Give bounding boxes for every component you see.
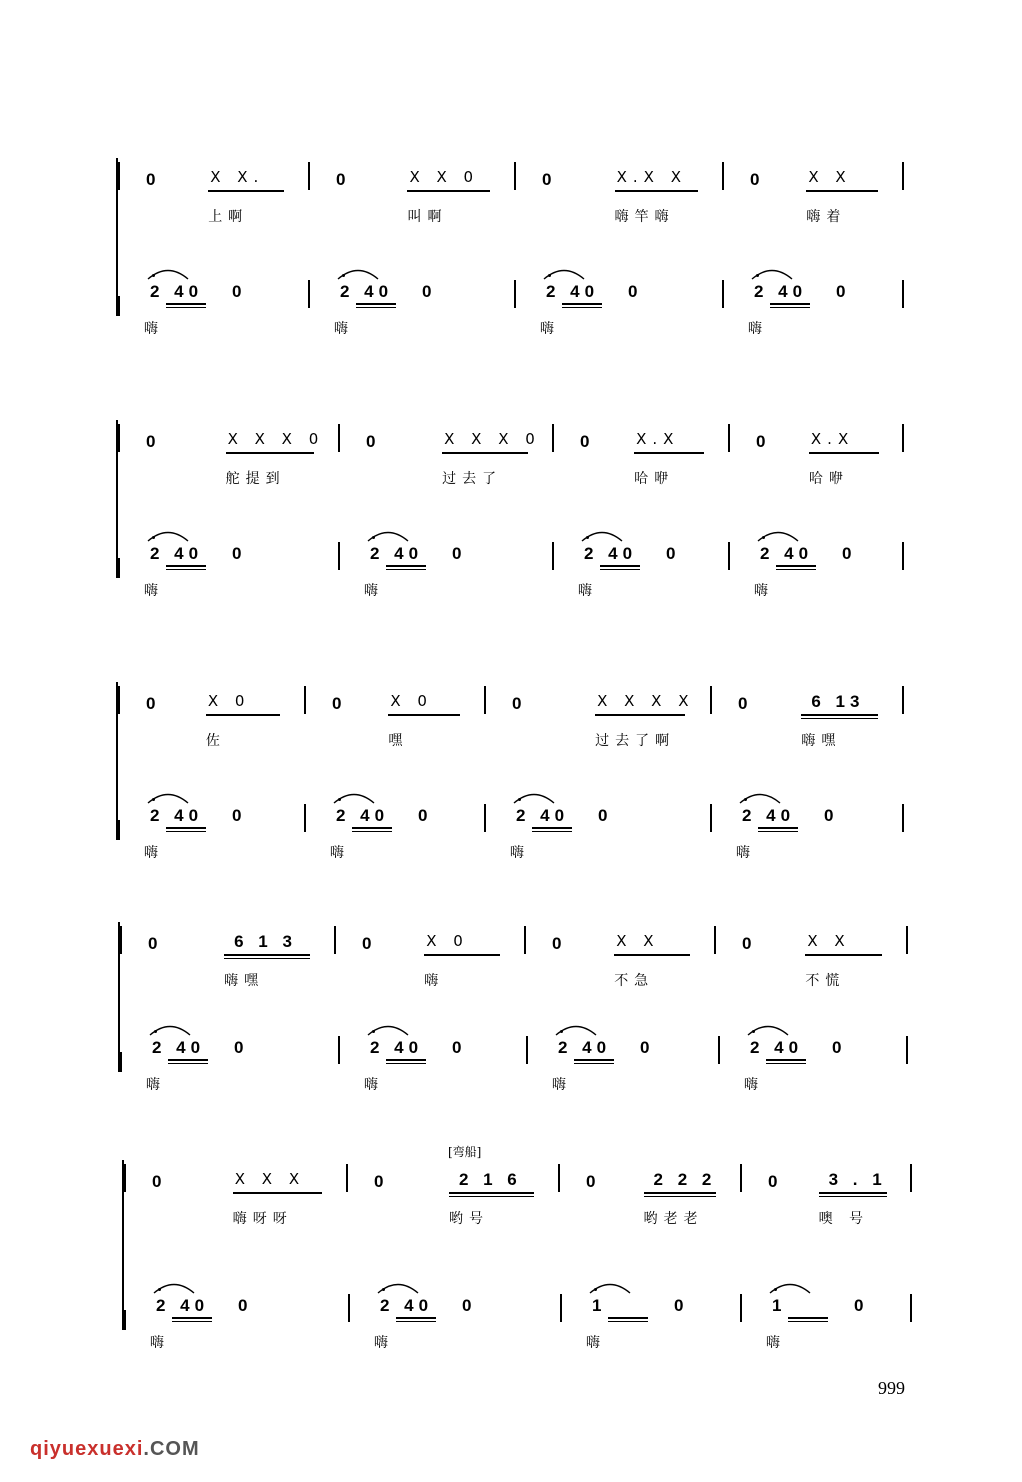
note-group-bottom: 2 40 xyxy=(150,544,204,563)
barline-bottom xyxy=(710,804,712,832)
watermark-tld: .COM xyxy=(143,1438,200,1460)
beam-line xyxy=(166,565,206,567)
system-bracket-end xyxy=(116,558,120,578)
octave-dot xyxy=(752,1030,755,1033)
beam-line xyxy=(608,1317,648,1319)
beat-pattern: X X X xyxy=(234,1170,306,1188)
barline-top xyxy=(910,1164,912,1192)
lyric-bottom: 嗨 xyxy=(150,1335,170,1351)
rest-top: 0 xyxy=(750,170,765,189)
beam-line-2 xyxy=(352,831,392,832)
slur-arc xyxy=(332,790,376,804)
note-group-bottom: 2 40 xyxy=(760,544,814,563)
beam-line-2 xyxy=(801,718,878,719)
barline-bottom xyxy=(902,542,904,570)
system-bracket-end xyxy=(116,820,120,840)
lyric-top: 嘿 xyxy=(388,733,409,749)
note-group-bottom: 2 40 xyxy=(340,282,394,301)
beat-pattern: X X. xyxy=(210,168,265,186)
beam-line xyxy=(407,190,489,192)
rest-bottom: 0 xyxy=(832,1038,847,1057)
rest-top: 0 xyxy=(542,170,557,189)
octave-dot xyxy=(560,1030,563,1033)
beam-line-2 xyxy=(770,307,810,308)
system-1 xyxy=(0,158,1022,388)
beam-line-2 xyxy=(644,1196,717,1197)
barline-bottom xyxy=(552,542,554,570)
beam-line xyxy=(166,303,206,305)
section-label: [弯船] xyxy=(448,1145,482,1159)
note-group: 2 2 2 xyxy=(653,1170,717,1189)
beat-pattern: X X xyxy=(807,932,851,950)
octave-dot xyxy=(342,274,345,277)
rest-top: 0 xyxy=(332,694,347,713)
slur-arc xyxy=(542,266,586,280)
lyric-bottom: 嗨 xyxy=(748,321,768,337)
lyric-bottom: 嗨 xyxy=(144,321,164,337)
rest-bottom: 0 xyxy=(842,544,857,563)
beam-line-2 xyxy=(562,307,602,308)
beam-line xyxy=(206,714,280,716)
lyric-bottom: 嗨 xyxy=(510,845,530,861)
system-bracket-end xyxy=(116,296,120,316)
beam-line xyxy=(224,954,310,956)
watermark-logo xyxy=(30,1438,200,1461)
barline-top xyxy=(484,686,486,714)
lyric-bottom: 嗨 xyxy=(330,845,350,861)
slur-arc xyxy=(746,1022,790,1036)
slur-arc xyxy=(580,528,624,542)
beam-line-2 xyxy=(788,1321,828,1322)
note-group-bottom: 2 40 xyxy=(370,544,424,563)
lyric-top: 上啊 xyxy=(208,209,249,225)
rest-bottom: 0 xyxy=(598,806,613,825)
barline-top xyxy=(118,162,120,190)
beat-pattern: X X xyxy=(616,932,660,950)
beam-line-2 xyxy=(166,831,206,832)
lyric-top: 佐 xyxy=(205,733,226,749)
lyric-top: 哟号 xyxy=(448,1211,489,1227)
barline-top xyxy=(118,686,120,714)
rest-bottom: 0 xyxy=(232,806,247,825)
slur-arc xyxy=(756,528,800,542)
rest-bottom: 0 xyxy=(238,1296,253,1315)
octave-dot xyxy=(372,1030,375,1033)
beam-line xyxy=(356,303,396,305)
rest-bottom: 0 xyxy=(666,544,681,563)
note-group-bottom: 2 40 xyxy=(742,806,796,825)
rest-bottom: 0 xyxy=(422,282,437,301)
beam-line xyxy=(168,1059,208,1061)
beam-line xyxy=(424,954,500,956)
slur-arc xyxy=(376,1280,420,1294)
lyric-top: 嗨着 xyxy=(806,209,847,225)
beat-pattern: X 0 xyxy=(390,692,433,710)
lyric-bottom: 嗨 xyxy=(144,583,164,599)
lyric-bottom: 嗨 xyxy=(766,1335,786,1351)
rest-bottom: 0 xyxy=(628,282,643,301)
note-group-bottom: 2 40 xyxy=(150,806,204,825)
beam-line xyxy=(595,714,685,716)
lyric-bottom: 嗨 xyxy=(374,1335,394,1351)
octave-dot xyxy=(756,274,759,277)
slur-arc xyxy=(750,266,794,280)
lyric-top: 不慌 xyxy=(805,973,846,989)
beam-line xyxy=(600,565,640,567)
rest-bottom: 0 xyxy=(452,1038,467,1057)
octave-dot xyxy=(152,536,155,539)
note-group-bottom: 2 40 xyxy=(150,282,204,301)
beat-pattern: X X X 0 xyxy=(444,430,541,448)
slur-arc xyxy=(152,1280,196,1294)
barline-bottom xyxy=(722,280,724,308)
barline-bottom xyxy=(740,1294,742,1322)
note-group: 6 1 3 xyxy=(234,932,297,951)
beam-line-2 xyxy=(224,958,310,959)
barline-top xyxy=(902,424,904,452)
beam-line xyxy=(352,827,392,829)
rest-top: 0 xyxy=(366,432,381,451)
barline-top xyxy=(740,1164,742,1192)
slur-arc xyxy=(336,266,380,280)
barline-bottom xyxy=(560,1294,562,1322)
beam-line xyxy=(172,1317,212,1319)
lyric-bottom: 嗨 xyxy=(364,1077,384,1093)
rest-top: 0 xyxy=(336,170,351,189)
beam-line xyxy=(226,452,314,454)
barline-top xyxy=(906,926,908,954)
rest-bottom: 0 xyxy=(234,1038,249,1057)
beam-line xyxy=(644,1192,717,1194)
rest-top: 0 xyxy=(768,1172,783,1191)
beam-line xyxy=(449,1192,534,1194)
beam-line-2 xyxy=(356,307,396,308)
rest-bottom: 0 xyxy=(232,282,247,301)
rest-top: 0 xyxy=(756,432,771,451)
beam-line xyxy=(634,452,704,454)
barline-top xyxy=(338,424,340,452)
system-4 xyxy=(0,922,1022,1152)
lyric-bottom: 嗨 xyxy=(586,1335,606,1351)
beam-line xyxy=(806,190,878,192)
lyric-top: 叫啊 xyxy=(407,209,448,225)
rest-top: 0 xyxy=(152,1172,167,1191)
rest-bottom: 0 xyxy=(452,544,467,563)
beam-line xyxy=(442,452,528,454)
slur-arc xyxy=(146,266,190,280)
barline-bottom xyxy=(906,1036,908,1064)
beam-line-2 xyxy=(758,831,798,832)
barline-top xyxy=(514,162,516,190)
lyric-top: 哈咿 xyxy=(808,471,849,487)
rest-top: 0 xyxy=(738,694,753,713)
rest-top: 0 xyxy=(362,934,377,953)
system-5 xyxy=(0,1160,1022,1390)
system-bracket-end xyxy=(118,1052,122,1072)
lyric-bottom: 嗨 xyxy=(552,1077,572,1093)
octave-dot xyxy=(338,798,341,801)
rest-bottom: 0 xyxy=(418,806,433,825)
lyric-top: 嗨竿嗨 xyxy=(614,209,675,225)
beam-line-2 xyxy=(386,1063,426,1064)
lyric-top: 嗨呀呀 xyxy=(232,1211,293,1227)
octave-dot xyxy=(152,274,155,277)
beat-pattern: X 0 xyxy=(207,692,251,710)
barline-bottom xyxy=(304,804,306,832)
barline-bottom xyxy=(514,280,516,308)
slur-arc xyxy=(366,1022,410,1036)
note-group-bottom: 2 40 xyxy=(152,1038,206,1057)
beam-line xyxy=(809,452,879,454)
note-group: 3 . 1 xyxy=(828,1170,887,1189)
note-group-bottom: 2 40 xyxy=(380,1296,434,1315)
lyric-bottom: 嗨 xyxy=(744,1077,764,1093)
note-group-bottom: 2 40 xyxy=(546,282,600,301)
lyric-top: 哟老老 xyxy=(643,1211,704,1227)
beat-pattern: X.X xyxy=(810,430,855,448)
system-2 xyxy=(0,420,1022,650)
barline-top xyxy=(334,926,336,954)
beam-line-2 xyxy=(532,831,572,832)
lyric-top: 噢 号 xyxy=(818,1211,870,1227)
lyric-bottom: 嗨 xyxy=(736,845,756,861)
beat-pattern: X X X 0 xyxy=(227,430,325,448)
barline-bottom xyxy=(348,1294,350,1322)
octave-dot xyxy=(154,1030,157,1033)
rest-bottom: 0 xyxy=(854,1296,869,1315)
beat-pattern: X 0 xyxy=(426,932,469,950)
octave-dot xyxy=(382,1288,385,1291)
note-group-bottom: 1 xyxy=(772,1296,787,1315)
beam-line-2 xyxy=(396,1321,436,1322)
lyric-bottom: 嗨 xyxy=(754,583,774,599)
slur-arc xyxy=(146,528,190,542)
system-3 xyxy=(0,682,1022,912)
lyric-bottom: 嗨 xyxy=(364,583,384,599)
beam-line-2 xyxy=(819,1196,887,1197)
beam-line xyxy=(819,1192,887,1194)
beam-line xyxy=(805,954,882,956)
barline-top xyxy=(552,424,554,452)
octave-dot xyxy=(548,274,551,277)
note-group: 6 13 xyxy=(811,692,865,711)
note-group-bottom: 2 40 xyxy=(370,1038,424,1057)
rest-top: 0 xyxy=(146,170,161,189)
beam-line-2 xyxy=(166,569,206,570)
rest-top: 0 xyxy=(374,1172,389,1191)
beat-pattern: X.X X xyxy=(616,168,687,186)
beam-line-2 xyxy=(600,569,640,570)
octave-dot xyxy=(372,536,375,539)
rest-bottom: 0 xyxy=(462,1296,477,1315)
beat-pattern: X.X xyxy=(636,430,680,448)
barline-top xyxy=(346,1164,348,1192)
beam-line-2 xyxy=(168,1063,208,1064)
barline-top xyxy=(558,1164,560,1192)
beat-pattern: X X X X xyxy=(597,692,695,710)
lyric-top: 哈咿 xyxy=(634,471,675,487)
beam-line xyxy=(758,827,798,829)
slur-arc xyxy=(512,790,556,804)
beam-line xyxy=(386,1059,426,1061)
barline-top xyxy=(714,926,716,954)
beam-line-2 xyxy=(608,1321,648,1322)
beam-line xyxy=(396,1317,436,1319)
lyric-top: 嗨嘿 xyxy=(224,973,265,989)
beam-line xyxy=(532,827,572,829)
barline-top xyxy=(902,162,904,190)
lyric-top: 过去了啊 xyxy=(595,733,676,749)
lyric-top: 舵提到 xyxy=(225,471,286,487)
note-group: 2 1 6 xyxy=(458,1170,522,1189)
barline-top xyxy=(728,424,730,452)
note-group-bottom: 2 40 xyxy=(584,544,638,563)
rest-top: 0 xyxy=(512,694,527,713)
octave-dot xyxy=(152,798,155,801)
slur-arc xyxy=(738,790,782,804)
beam-line-2 xyxy=(449,1196,534,1197)
note-group-bottom: 1 xyxy=(592,1296,607,1315)
rest-top: 0 xyxy=(146,432,161,451)
note-group-bottom: 2 40 xyxy=(750,1038,804,1057)
beam-line xyxy=(788,1317,828,1319)
slur-arc xyxy=(588,1280,632,1294)
rest-top: 0 xyxy=(586,1172,601,1191)
beam-line-2 xyxy=(776,569,816,570)
beam-line xyxy=(574,1059,614,1061)
octave-dot xyxy=(158,1288,161,1291)
barline-bottom xyxy=(902,804,904,832)
note-group-bottom: 2 40 xyxy=(754,282,808,301)
rest-bottom: 0 xyxy=(824,806,839,825)
beam-line-2 xyxy=(386,569,426,570)
lyric-top: 过去了 xyxy=(442,471,503,487)
octave-dot xyxy=(586,536,589,539)
beam-line xyxy=(615,190,698,192)
beam-line xyxy=(776,565,816,567)
barline-bottom xyxy=(728,542,730,570)
octave-dot xyxy=(762,536,765,539)
rest-bottom: 0 xyxy=(836,282,851,301)
barline-bottom xyxy=(308,280,310,308)
barline-top xyxy=(124,1164,126,1192)
barline-top xyxy=(710,686,712,714)
beam-line xyxy=(801,714,878,716)
system-bracket-end xyxy=(122,1310,126,1330)
beam-line xyxy=(233,1192,322,1194)
barline-bottom xyxy=(484,804,486,832)
barline-bottom xyxy=(910,1294,912,1322)
rest-bottom: 0 xyxy=(640,1038,655,1057)
octave-dot xyxy=(594,1288,597,1291)
barline-top xyxy=(304,686,306,714)
beam-line xyxy=(166,827,206,829)
barline-bottom xyxy=(526,1036,528,1064)
slur-arc xyxy=(146,790,190,804)
beam-line-2 xyxy=(574,1063,614,1064)
barline-bottom xyxy=(902,280,904,308)
beam-line xyxy=(386,565,426,567)
beam-line xyxy=(562,303,602,305)
rest-top: 0 xyxy=(742,934,757,953)
barline-top xyxy=(524,926,526,954)
rest-top: 0 xyxy=(148,934,163,953)
page-number: 999 xyxy=(878,1378,905,1398)
octave-dot xyxy=(744,798,747,801)
watermark-brand: qiyuexuexi xyxy=(30,1438,144,1460)
barline-top xyxy=(902,686,904,714)
barline-bottom xyxy=(338,542,340,570)
slur-arc xyxy=(768,1280,812,1294)
rest-bottom: 0 xyxy=(674,1296,689,1315)
octave-dot xyxy=(774,1288,777,1291)
slur-arc xyxy=(366,528,410,542)
barline-top xyxy=(722,162,724,190)
rest-top: 0 xyxy=(146,694,161,713)
rest-top: 0 xyxy=(580,432,595,451)
lyric-top: 嗨嘿 xyxy=(801,733,842,749)
slur-arc xyxy=(148,1022,192,1036)
beat-pattern: X X 0 xyxy=(409,168,480,186)
rest-bottom: 0 xyxy=(232,544,247,563)
lyric-bottom: 嗨 xyxy=(334,321,354,337)
beam-line xyxy=(770,303,810,305)
note-group-bottom: 2 40 xyxy=(156,1296,210,1315)
octave-dot xyxy=(518,798,521,801)
beam-line xyxy=(766,1059,806,1061)
lyric-bottom: 嗨 xyxy=(540,321,560,337)
barline-bottom xyxy=(718,1036,720,1064)
beam-line xyxy=(388,714,460,716)
barline-top xyxy=(118,424,120,452)
beam-line xyxy=(614,954,690,956)
slur-arc xyxy=(554,1022,598,1036)
beat-pattern: X X xyxy=(808,168,852,186)
beam-line xyxy=(208,190,284,192)
lyric-top: 不急 xyxy=(614,973,655,989)
lyric-bottom: 嗨 xyxy=(144,845,164,861)
note-group-bottom: 2 40 xyxy=(558,1038,612,1057)
note-group-bottom: 2 40 xyxy=(336,806,390,825)
barline-top xyxy=(120,926,122,954)
rest-top: 0 xyxy=(552,934,567,953)
barline-top xyxy=(308,162,310,190)
beam-line-2 xyxy=(766,1063,806,1064)
note-group-bottom: 2 40 xyxy=(516,806,570,825)
lyric-top: 嗨 xyxy=(424,973,445,989)
beam-line-2 xyxy=(172,1321,212,1322)
barline-bottom xyxy=(338,1036,340,1064)
lyric-bottom: 嗨 xyxy=(578,583,598,599)
beam-line-2 xyxy=(166,307,206,308)
lyric-bottom: 嗨 xyxy=(146,1077,166,1093)
